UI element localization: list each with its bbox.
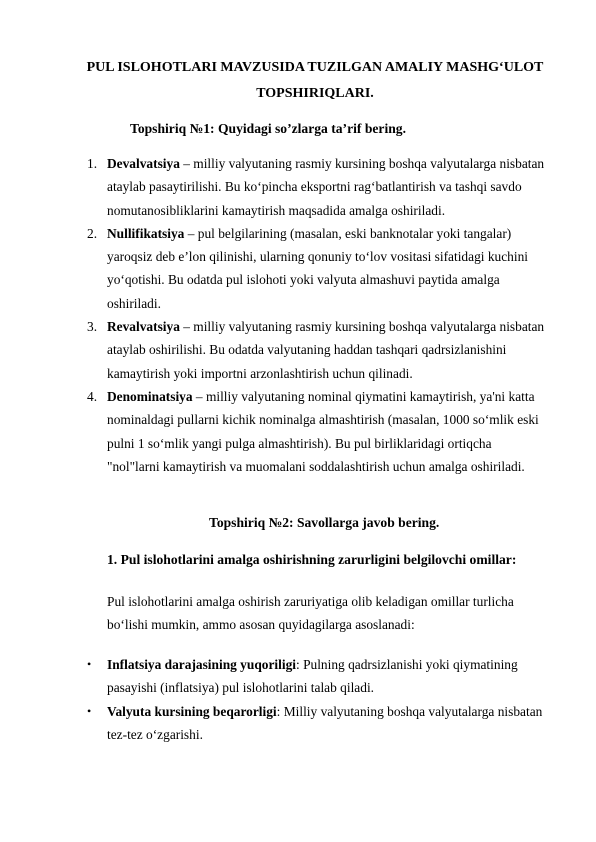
bullet-list: [0, 653, 596, 746]
definition-number: 3.: [87, 319, 98, 335]
task2-heading: Topshiriq №2: Savollarga javob bering.: [209, 515, 440, 530]
definition-number: 1.: [87, 156, 98, 171]
definition-text: – pul belgilarining (masalan, eski banknotalar yoki tangalar) yaroqsiz deb e’lon qilinishi, ularning qonuniy to‘lov vositasi sifatidagi kuchini yo‘qotishi. Bu odatda pul islohoti yoki valyuta almashuvi paytida amalga oshiriladi.: [107, 225, 529, 311]
definition-term: Nullifikatsiya: [107, 225, 185, 241]
bullet-term: Valyuta kursining beqarorligi: [107, 703, 277, 719]
bullet-text: : Milliy valyutaning boshqa valyutalarga nisbatan tez-tez o‘zgarishi.: [107, 703, 543, 742]
definition-term: Devalvatsiya: [107, 156, 180, 171]
definition-term: Revalvatsiya: [107, 319, 180, 335]
definition-item: [0, 222, 547, 315]
definition-text: – milliy valyutaning nominal qiymatini kamaytirish, ya'ni katta nominaldagi pullarni kichik nominalga almashtirish (masalan, 1000 so‘mlik eski pulni 1 so‘mlik yangi pulga almashtirish). Bu pul birliklaridagi ortiqcha "nol"larni kamaytirish va muomalani soddalashtirish uchun amalga oshiriladi.: [107, 388, 539, 474]
bullet-icon: •: [87, 703, 92, 718]
bullet-icon: •: [87, 657, 92, 671]
definition-text: – milliy valyutaning rasmiy kursining boshqa valyutalarga nisbatan ataylab oshirilishi. Bu odatda valyutaning haddan tashqari qadrsizlanishini kamaytirish yoki importni arzonlashtirish uchun qilinadi.: [107, 319, 545, 381]
definition-number: 2.: [87, 225, 98, 241]
definition-item: [0, 315, 547, 385]
intro-paragraph: Pul islohotlarini amalga oshirish zaruriyatiga olib keladigan omillar turlicha bo‘lishi mumkin, ammo asosan quyidagilarga asoslanadi:: [107, 594, 514, 633]
definition-list: [0, 152, 596, 478]
bullet-item: [0, 653, 547, 700]
question-heading: 1. Pul islohotlarini amalga oshirishning zarurligini belgilovchi omillar:: [107, 552, 517, 567]
definition-number: 4.: [87, 388, 98, 404]
document-title: PUL ISLOHOTLARI MAVZUSIDA TUZILGAN AMALIY MASHG‘ULOT TOPSHIRIQLARI.: [86, 60, 544, 101]
definition-item: [0, 152, 547, 222]
bullet-text: : Pulning qadrsizlanishi yoki qiymatining pasayishi (inflatsiya) pul islohotlarini talab qiladi.: [107, 657, 518, 696]
task1-heading: Topshiriq №1: Quyidagi so’zlarga ta’rif bering.: [130, 121, 406, 136]
definition-text: – milliy valyutaning rasmiy kursining boshqa valyutalarga nisbatan ataylab pasaytirilishi. Bu ko‘pincha eksportni rag‘batlantirish va tashqi savdo nomutanosibliklarini kamaytirish maqsadida amalga oshiriladi.: [107, 156, 545, 218]
bullet-item: [0, 700, 547, 747]
definition-item: [0, 385, 547, 478]
bullet-term: Inflatsiya darajasining yuqoriligi: [107, 657, 296, 672]
definition-term: Denominatsiya: [107, 388, 193, 404]
